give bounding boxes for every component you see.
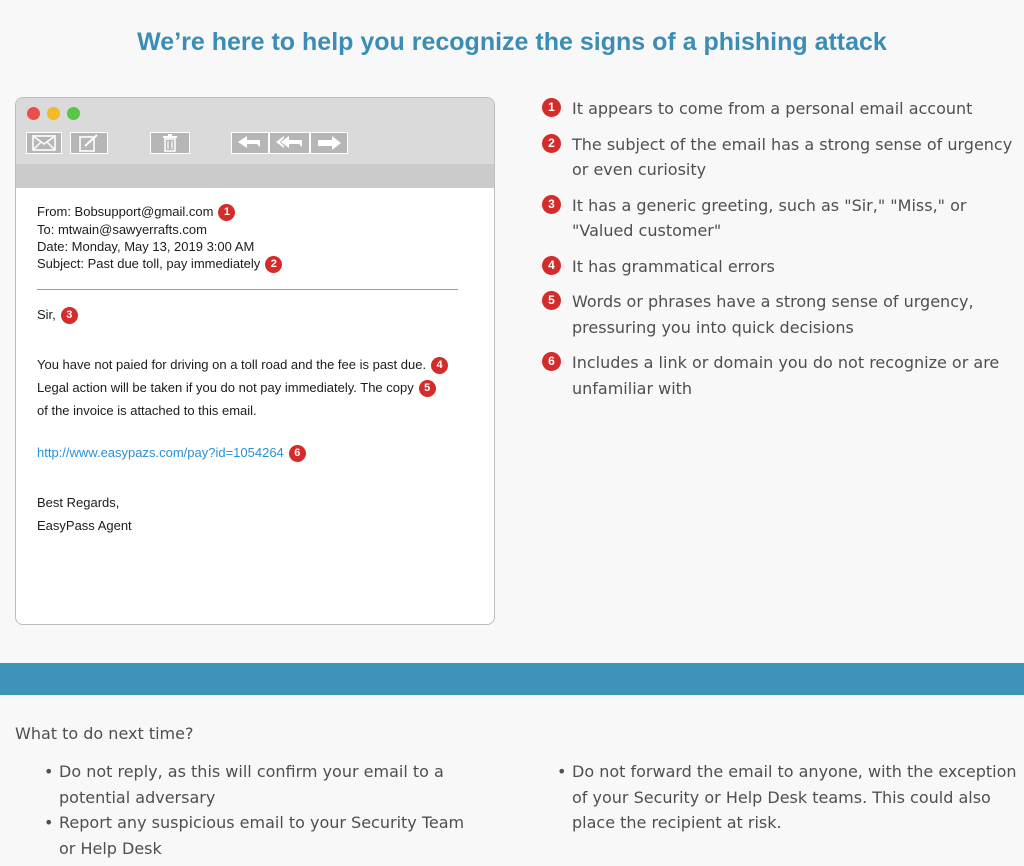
trash-icon [150, 132, 190, 154]
list-item: • Report any suspicious email to your Security Team or Help Desk [44, 810, 484, 861]
email-body [37, 353, 448, 422]
email-divider [37, 289, 458, 290]
email-toolbar [16, 98, 494, 164]
sign-number-badge: 2 [542, 134, 561, 153]
next-steps-left-list [44, 759, 484, 861]
email-greeting-row [37, 307, 78, 324]
sign-number-badge: 5 [542, 291, 561, 310]
sign-item-5 [542, 289, 1024, 340]
sign-number-badge: 3 [542, 195, 561, 214]
marker-badge-4: 4 [431, 357, 448, 374]
email-signoff-line-2: EasyPass Agent [37, 518, 132, 533]
sign-number-badge: 4 [542, 256, 561, 275]
email-greeting: Sir, [37, 307, 56, 322]
minimize-window-icon [47, 107, 60, 120]
email-subject-bar [16, 164, 494, 188]
marker-badge-6: 6 [289, 445, 306, 462]
email-subject: Subject: Past due toll, pay immediately [37, 256, 261, 272]
email-date: Date: Monday, May 13, 2019 3:00 AM [37, 239, 255, 255]
reply-icon [231, 132, 269, 154]
sign-item-4 [542, 254, 1024, 280]
reply-all-icon [269, 132, 310, 154]
email-suspicious-link[interactable]: http://www.easypazs.com/pay?id=1054264 [37, 445, 284, 460]
sign-text: Includes a link or domain you do not recognize or are unfamiliar with [572, 353, 1000, 398]
marker-badge-2: 2 [265, 256, 282, 273]
email-mockup [15, 97, 495, 625]
forward-icon [310, 132, 348, 154]
email-body-line-1: You have not paied for driving on a toll road and the fee is past due. [37, 357, 427, 372]
section-divider-band [0, 663, 1024, 695]
email-signoff-line-1: Best Regards, [37, 495, 120, 510]
marker-badge-5: 5 [419, 380, 436, 397]
email-body-line-2: Legal action will be taken if you do not pay immediately. The copy [37, 380, 414, 395]
sign-number-badge: 6 [542, 352, 561, 371]
compose-icon [70, 132, 108, 154]
email-signoff [37, 491, 132, 537]
mail-icon [26, 132, 62, 154]
email-body-line-3: of the invoice is attached to this email. [37, 403, 257, 418]
marker-badge-1: 1 [218, 204, 235, 221]
email-link-row [37, 445, 306, 462]
sign-item-1 [542, 96, 1024, 122]
email-headers [37, 203, 282, 273]
close-window-icon [27, 107, 40, 120]
list-item: • Do not reply, as this will confirm your email to a potential adversary [44, 759, 484, 810]
email-from: From: Bobsupport@gmail.com [37, 204, 214, 219]
maximize-window-icon [67, 107, 80, 120]
sign-number-badge: 1 [542, 98, 561, 117]
sign-item-3 [542, 193, 1024, 244]
sign-text: It has grammatical errors [572, 256, 775, 276]
sign-item-2 [542, 132, 1024, 183]
sign-text: It has a generic greeting, such as "Sir," "Miss," or "Valued customer" [572, 195, 967, 240]
page-title: We’re here to help you recognize the signs of a phishing attack [137, 28, 887, 56]
list-item: • Do not forward the email to anyone, with the exception of your Security or Help Desk teams. This could also place the recipient at risk. [557, 759, 1017, 836]
marker-badge-3: 3 [61, 307, 78, 324]
sign-text: Words or phrases have a strong sense of urgency, pressuring you into quick decisions [572, 292, 974, 337]
phishing-signs-list [542, 96, 1024, 411]
sign-item-6 [542, 350, 1024, 401]
next-steps-right-list [557, 759, 1017, 836]
sign-text: It appears to come from a personal email account [572, 99, 973, 118]
next-steps-title: What to do next time? [15, 724, 194, 743]
sign-text: The subject of the email has a strong sense of urgency or even curiosity [572, 134, 1013, 179]
email-to: To: mtwain@sawyerrafts.com [37, 222, 207, 238]
